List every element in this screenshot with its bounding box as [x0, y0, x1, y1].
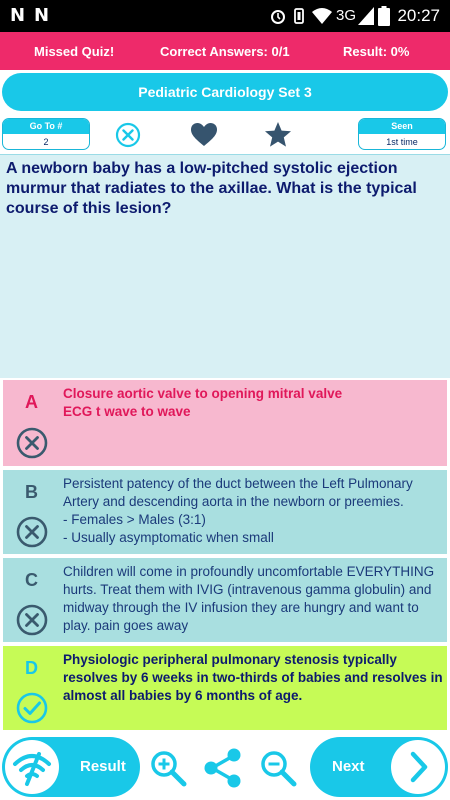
zoom-out-icon[interactable] — [258, 748, 298, 788]
wrong-mark-icon — [15, 426, 49, 460]
answer-letter: B — [25, 482, 38, 502]
share-icon[interactable] — [202, 747, 244, 789]
answer-letter: C — [25, 570, 38, 590]
vibrate-icon — [292, 8, 306, 24]
question-text: A newborn baby has a low-pitched systolic ejection murmur that radiates to the axillae. What is the typical course of this lesion? — [6, 160, 417, 217]
seen-indicator — [358, 118, 446, 150]
notification-icon: N — [34, 5, 50, 26]
answer-text: Closure aortic valve to opening mitral valve ECG t wave to wave — [63, 386, 343, 419]
answer-text: Children will come in profoundly uncomfortable EVERYTHING hurts. Treat them with IVIG (intravenous gamma globulin) and midway through the IV infusion they are hungry and want to play. pain goes away — [63, 564, 435, 633]
result-button[interactable] — [2, 737, 140, 797]
alarm-icon — [270, 8, 286, 24]
correct-mark-icon — [15, 691, 49, 725]
question-box — [0, 154, 450, 378]
wifi-off-icon — [5, 740, 59, 794]
bottom-bar — [0, 734, 450, 800]
close-circle-icon[interactable] — [115, 122, 141, 148]
score-bar — [0, 32, 450, 70]
status-bar — [0, 0, 450, 32]
goto-button[interactable] — [2, 118, 90, 150]
chevron-right-icon — [391, 740, 445, 794]
missed-label: Missed Quiz! — [34, 44, 115, 59]
next-button[interactable] — [310, 737, 448, 797]
notification-icon: N — [10, 5, 26, 26]
seen-label: Seen — [359, 119, 445, 134]
answer-letter: A — [25, 392, 38, 412]
goto-label: Go To # — [3, 119, 89, 134]
seen-value: 1st time — [386, 137, 418, 147]
answer-text: Persistent patency of the duct between the Left Pulmonary Artery and descending aorta in the newborn or preemies. - Females > Males (3:1) - Usually asymptomatic when small — [63, 476, 413, 545]
correct-answers-label: Correct Answers: 0/1 — [160, 44, 290, 59]
toolbar — [0, 115, 450, 153]
wrong-mark-icon — [15, 603, 49, 637]
wifi-icon — [312, 7, 332, 25]
heart-icon[interactable] — [190, 122, 218, 148]
answer-a[interactable] — [3, 380, 447, 466]
wrong-mark-icon — [15, 515, 49, 549]
signal-icon — [358, 7, 374, 25]
goto-value: 2 — [43, 137, 49, 147]
result-button-label: Result — [80, 758, 126, 775]
clock: 20:27 — [397, 6, 440, 25]
answer-c[interactable] — [3, 558, 447, 642]
star-icon[interactable] — [264, 121, 292, 148]
zoom-in-icon[interactable] — [148, 748, 188, 788]
answer-text: Physiologic peripheral pulmonary stenosis typically resolves by 6 weeks in two-thirds of babies and resolves in almost all babies by 6 months of age. — [63, 652, 443, 703]
answer-d[interactable] — [3, 646, 447, 730]
answer-b[interactable] — [3, 470, 447, 554]
battery-icon — [378, 6, 390, 26]
network-type: 3G — [336, 7, 357, 24]
result-label: Result: 0% — [343, 44, 410, 59]
next-button-label: Next — [332, 758, 365, 775]
answer-letter: D — [25, 658, 38, 678]
quiz-title: Pediatric Cardiology Set 3 — [2, 73, 448, 111]
